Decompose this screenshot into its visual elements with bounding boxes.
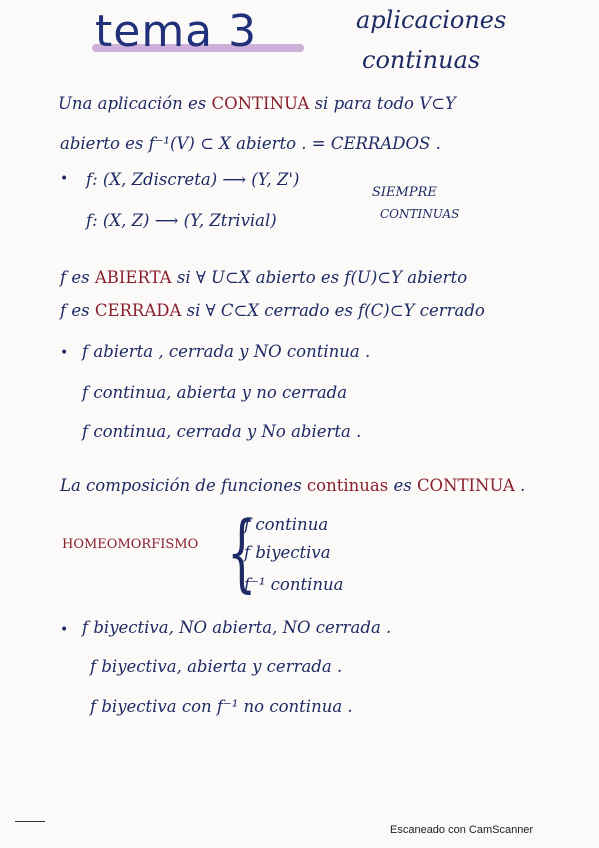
note-continuas: CONTINUAS xyxy=(380,207,460,221)
cerrada-text-a: f es xyxy=(60,301,95,320)
list2-item-1: f biyectiva, NO abierta, NO cerrada . xyxy=(82,618,392,637)
composition-text-a: La composición de funciones xyxy=(60,476,307,495)
homeo-condition-1: f continua xyxy=(244,515,329,534)
abierta-text-a: f es xyxy=(60,268,95,287)
subtitle-line-2: continuas xyxy=(362,46,481,74)
abierta-text-c: si ∀ U⊂X abierto es f(U)⊂Y abierto xyxy=(171,268,468,287)
curly-brace: { xyxy=(227,503,257,601)
list2-item-2: f biyectiva, abierta y cerrada . xyxy=(90,657,343,676)
note-siempre: SIEMPRE xyxy=(372,185,437,200)
cerrada-keyword: CERRADA xyxy=(94,301,182,320)
definition-text-a: Una aplicación es xyxy=(58,94,212,113)
homeo-condition-3: f⁻¹ continua xyxy=(244,575,344,594)
continuas-keyword: continuas xyxy=(306,476,389,495)
example-trivial: f: (X, Z) ⟶ (Y, Ztrivial) xyxy=(86,211,277,230)
list2-item-3: f biyectiva con f⁻¹ no continua . xyxy=(90,697,353,716)
composition-statement xyxy=(60,478,525,495)
example-discrete: f: (X, Zdiscreta) ⟶ (Y, Z') xyxy=(86,170,300,189)
homeomorfismo-label: HOMEOMORFISMO xyxy=(62,537,199,552)
bullet: • xyxy=(60,171,69,187)
list1-item-1: f abierta , cerrada y NO continua . xyxy=(82,342,371,361)
abierta-keyword: ABIERTA xyxy=(94,268,172,287)
cerrada-text-c: si ∀ C⊂X cerrado es f(C)⊂Y cerrado xyxy=(181,301,485,320)
bullet: • xyxy=(60,345,69,361)
abierta-definition xyxy=(60,270,467,287)
subtitle-line-1: aplicaciones xyxy=(356,6,507,34)
divider xyxy=(15,821,45,822)
continua-keyword: CONTINUA xyxy=(416,476,515,495)
page-title: tema 3 xyxy=(95,6,258,57)
bullet: • xyxy=(60,622,69,638)
composition-text-e: . xyxy=(514,476,526,495)
definition-line-1 xyxy=(58,96,456,113)
list1-item-3: f continua, cerrada y No abierta . xyxy=(82,422,362,441)
list1-item-2: f continua, abierta y no cerrada xyxy=(82,383,348,402)
definition-line-2: abierto es f⁻¹(V) ⊂ X abierto . = CERRADOS . xyxy=(60,134,441,153)
cerrada-definition xyxy=(60,303,485,320)
scanner-watermark: Escaneado con CamScanner xyxy=(390,824,534,836)
homeo-condition-2: f biyectiva xyxy=(244,543,331,562)
definition-text-c: si para todo V⊂Y xyxy=(309,94,456,113)
continua-keyword: CONTINUA xyxy=(211,94,310,113)
composition-text-c: es xyxy=(388,476,417,495)
